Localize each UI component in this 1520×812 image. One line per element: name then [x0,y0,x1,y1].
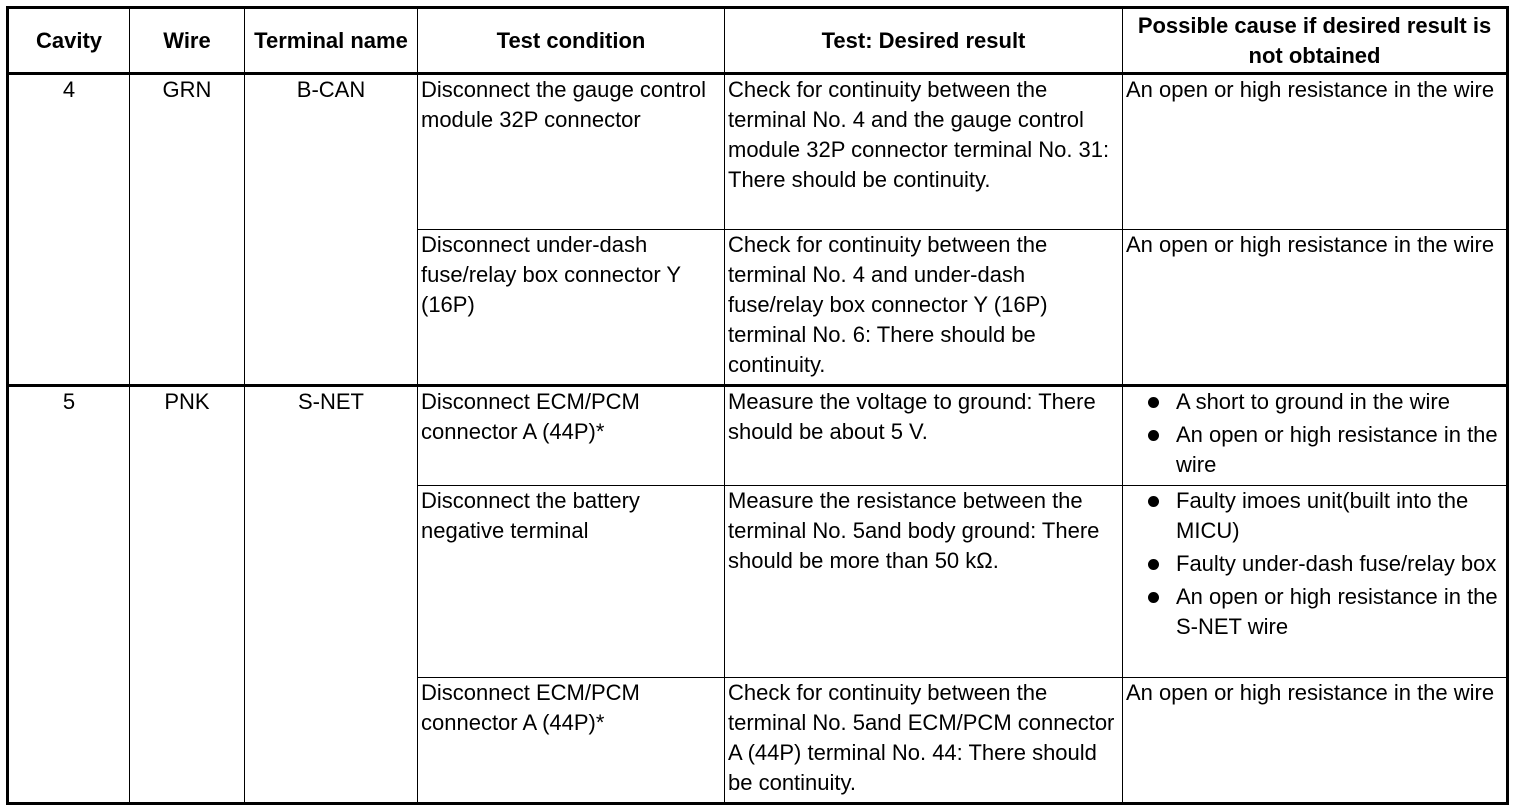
terminal-name-cell: B-CAN [245,74,418,386]
desired-result-cell: Check for continuity between the terminal No. 4 and the gauge control module 32P connector terminal No. 31: There should be continuity. [725,74,1123,230]
possible-cause-cell: An open or high resistance in the wire [1123,230,1508,386]
test-condition-cell: Disconnect the battery negative terminal [418,486,725,678]
table-row [8,74,1508,230]
troubleshooting-table [6,6,1509,805]
possible-cause-cell [1123,386,1508,486]
cause-list-item: A short to ground in the wire [1126,387,1503,417]
desired-result-cell: Check for continuity between the terminal No. 4 and under-dash fuse/relay box connector Y (16P) terminal No. 6: There should be continuity. [725,230,1123,386]
header-wire: Wire [130,8,245,74]
possible-cause-cell: An open or high resistance in the wire [1123,678,1508,804]
header-test-condition: Test condition [418,8,725,74]
wire-cell: PNK [130,386,245,804]
test-condition-cell: Disconnect ECM/PCM connector A (44P)* [418,678,725,804]
test-condition-cell: Disconnect under-dash fuse/relay box connector Y (16P) [418,230,725,386]
cavity-cell: 4 [8,74,130,386]
cause-list-item: Faulty under-dash fuse/relay box [1126,549,1503,579]
cause-list [1126,486,1503,642]
cause-list-item: An open or high resistance in the wire [1126,420,1503,480]
cavity-cell: 5 [8,386,130,804]
header-desired-result: Test: Desired result [725,8,1123,74]
cause-list [1126,387,1503,480]
header-terminal-name: Terminal name [245,8,418,74]
possible-cause-cell: An open or high resistance in the wire [1123,74,1508,230]
cause-list-item: An open or high resistance in the S-NET wire [1126,582,1503,642]
table-header-row [8,8,1508,74]
table-row [8,386,1508,486]
header-cavity: Cavity [8,8,130,74]
header-possible-cause: Possible cause if desired result is not obtained [1123,8,1508,74]
desired-result-cell: Measure the resistance between the terminal No. 5and body ground: There should be more than 50 kΩ. [725,486,1123,678]
test-condition-cell: Disconnect ECM/PCM connector A (44P)* [418,386,725,486]
terminal-name-cell: S-NET [245,386,418,804]
test-condition-cell: Disconnect the gauge control module 32P connector [418,74,725,230]
cause-list-item: Faulty imoes unit(built into the MICU) [1126,486,1503,546]
possible-cause-cell [1123,486,1508,678]
desired-result-cell: Measure the voltage to ground: There should be about 5 V. [725,386,1123,486]
desired-result-cell: Check for continuity between the terminal No. 5and ECM/PCM connector A (44P) terminal No. 44: There should be continuity. [725,678,1123,804]
wire-cell: GRN [130,74,245,386]
